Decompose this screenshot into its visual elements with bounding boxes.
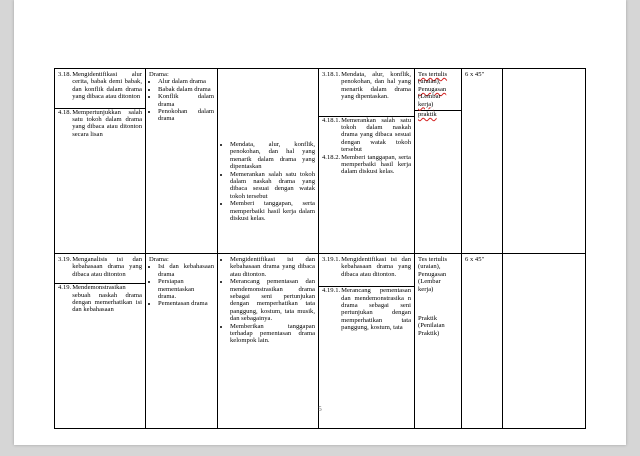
penilaian-line: Penugasan xyxy=(418,270,447,278)
kegiatan-cell xyxy=(218,254,319,429)
penilaian-line: (Lembar xyxy=(418,278,441,286)
materi-cell xyxy=(146,69,218,254)
indikator-number: 3.19.1. xyxy=(322,256,341,263)
indikator-text: Mendata, alur, konflik, penokohan, dan hal yang menarik dalam drama yang dipentaskan. xyxy=(341,71,411,101)
kd-number: 4.18. xyxy=(58,108,72,116)
indikator-number: 3.18.1. xyxy=(322,71,341,78)
kegiatan-list xyxy=(221,141,315,222)
kd-text: Menganalisis isi dan kebahasaan drama yang dibaca atau ditonton xyxy=(72,256,142,278)
indikator-text: Mengidentifikasi isi dan kebahasaan drama yang dibaca atau ditonton. xyxy=(341,256,411,278)
penilaian-line: kerja) xyxy=(418,100,434,108)
kd-cell xyxy=(55,69,146,254)
indikator-text: Memerankan salah satu tokoh dalam naskah drama yang dibaca sesuai dengan watak tokoh tersebut xyxy=(341,116,411,154)
kd-text: Mendemonstrasikan sebuah naskah drama dengan memerhatikan isi dan kebahasaan xyxy=(72,284,142,314)
penilaian-line: kerja) xyxy=(418,285,434,293)
kd-number: 3.18. xyxy=(58,71,72,78)
page-number: 5 xyxy=(318,405,322,413)
list-item: • Mengidentifikasi isi dan kebahasaan drama yang dibaca atau ditonton. xyxy=(230,256,315,278)
kegiatan-list xyxy=(221,256,315,345)
table-row xyxy=(55,254,586,429)
penilaian-line: praktik xyxy=(418,111,437,119)
list-item: • Isi dan kebahasaan drama xyxy=(158,263,214,278)
indikator-number: 4.19.1. xyxy=(322,287,341,295)
penilaian-cell xyxy=(415,69,462,254)
list-item: • Merancang pementasan dan mendemonstrasikan drama sebagai seni pertunjukan dengan memperhatikan tata panggung, kostum, tata musik, dan sebagainya. xyxy=(230,278,315,322)
kd-cell xyxy=(55,254,146,429)
list-item: • Memberi tanggapan, serta memperbaiki hasil kerja dalam diskusi kelas. xyxy=(230,200,315,222)
materi-title: Drama: xyxy=(149,256,169,263)
waktu-cell xyxy=(462,69,503,254)
sumber-cell xyxy=(503,254,586,429)
waktu-text: 6 x 45" xyxy=(465,71,485,78)
document-page xyxy=(14,0,626,445)
list-item: • Mendata, alur, konflik, penokohan, dan hal yang menarik dalam drama yang dipentaskan xyxy=(230,141,315,171)
penilaian-cell xyxy=(415,254,462,429)
kegiatan-cell xyxy=(218,69,319,254)
penilaian-line: (Lembar xyxy=(418,93,441,101)
table-row xyxy=(55,69,586,254)
penilaian-line: Tes tertulis xyxy=(418,71,448,78)
list-item: • Memberikan tanggapan terhadap pementasan drama kelompok lain. xyxy=(230,323,315,345)
sumber-cell xyxy=(503,69,586,254)
indikator-text: Merancang pementasan dan mendemonstrasika n drama sebagai seni pertunjukan dengan memperhatikan tata panggung, kostum, tata xyxy=(341,287,411,332)
penilaian-line: Praktik (Penilaian Praktik) xyxy=(418,315,445,337)
penilaian-line: Tes tertulis xyxy=(418,256,448,263)
waktu-text: 6 x 45" xyxy=(465,256,485,263)
indikator-cell xyxy=(319,254,415,429)
list-item: • Persiapan mementaskan drama. xyxy=(158,278,214,300)
indikator-text: Memberi tanggapan, serta memperbaiki hasil kerja dalam diskusi kelas. xyxy=(341,153,411,176)
penilaian-line: (uraian), xyxy=(418,263,441,271)
list-item: • Konflik dalam drama xyxy=(158,93,214,108)
waktu-cell xyxy=(462,254,503,429)
syllabus-table xyxy=(54,68,586,429)
indikator-number: 4.18.1. xyxy=(322,116,341,124)
kd-number: 4.19. xyxy=(58,284,72,292)
list-item: • Penokohan dalam drama xyxy=(158,108,214,123)
list-item: • Memerankan salah satu tokoh dalam naskah drama yang dibaca sesuai dengan watak tokoh tersebut xyxy=(230,171,315,201)
kd-text: Mengidentifikasi alur cerita, babak demi babak, dan konflik dalam drama yang dibaca atau ditonton xyxy=(72,71,142,101)
indikator-cell xyxy=(319,69,415,254)
list-item: • Babak dalam drama xyxy=(158,86,214,93)
materi-list xyxy=(149,263,214,307)
penilaian-line: Penugasan xyxy=(418,85,447,93)
materi-list xyxy=(149,78,214,122)
penilaian-line: (uraian), xyxy=(418,78,441,86)
materi-cell xyxy=(146,254,218,429)
list-item: • Alur dalam drama xyxy=(158,78,214,85)
kd-text: Mempertunjukkan salah satu tokoh dalam drama yang dibaca atau ditonton secara lisan xyxy=(72,108,142,138)
indikator-number: 4.18.2. xyxy=(322,153,341,161)
materi-title: Drama: xyxy=(149,71,169,78)
list-item: • Pementasan drama xyxy=(158,300,214,307)
kd-number: 3.19. xyxy=(58,256,72,263)
